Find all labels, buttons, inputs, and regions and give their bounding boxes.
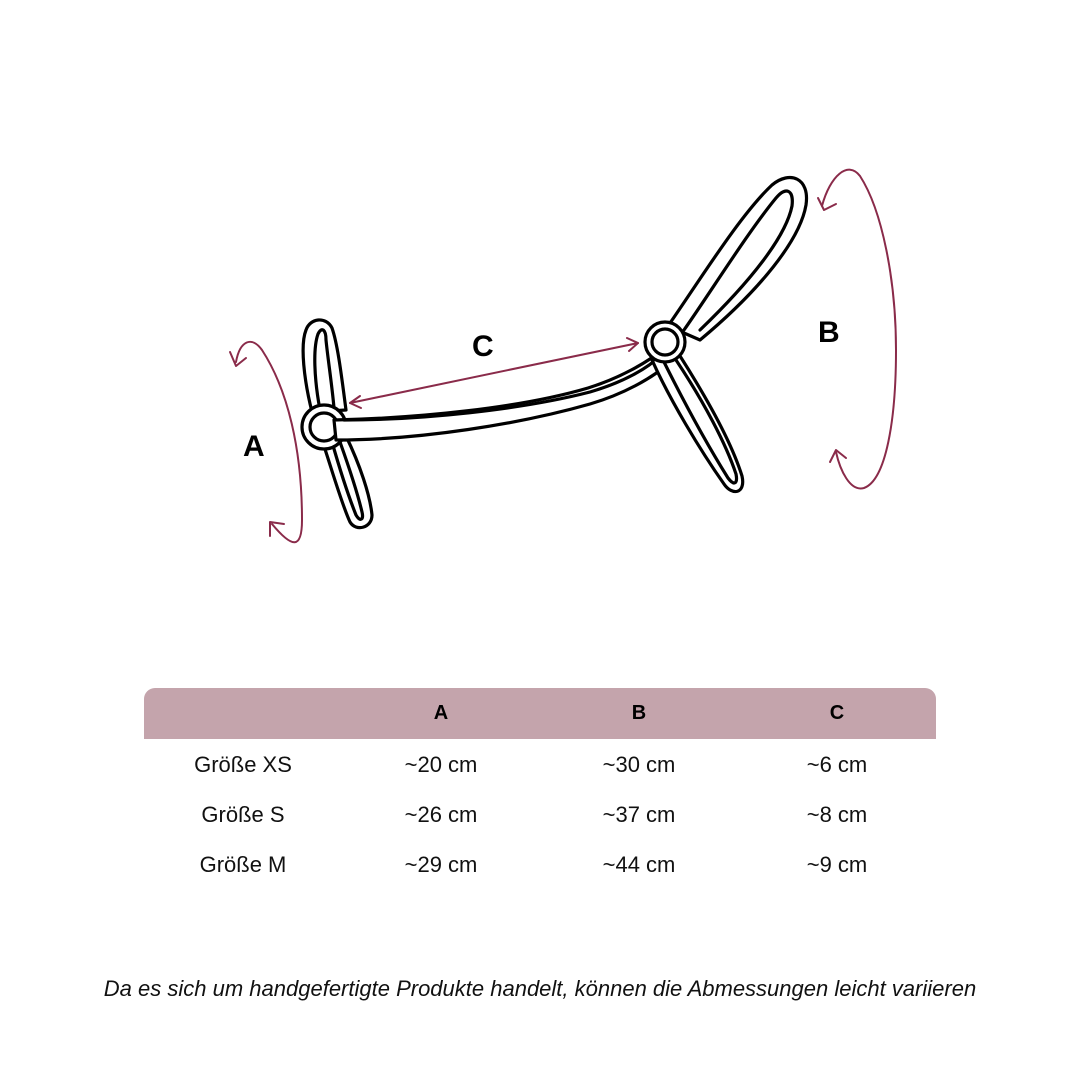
header-cell-a: A <box>433 702 449 724</box>
value-c: ~8 cm <box>806 802 868 827</box>
size-name: Größe S <box>201 802 285 827</box>
header-cell-c: C <box>829 702 845 724</box>
value-a: ~26 cm <box>404 802 478 827</box>
value-c: ~9 cm <box>806 852 868 877</box>
value-b: ~37 cm <box>602 802 676 827</box>
table-row <box>144 740 936 790</box>
value-a: ~29 cm <box>404 852 478 877</box>
size-table <box>144 688 936 890</box>
size-name: Größe M <box>199 852 287 877</box>
value-a: ~20 cm <box>404 752 478 777</box>
value-b: ~30 cm <box>602 752 676 777</box>
dimension-label-a: A <box>243 430 265 463</box>
table-row <box>144 790 936 840</box>
dimension-label-b: B <box>818 316 840 349</box>
value-b: ~44 cm <box>602 852 676 877</box>
dimension-label-c: C <box>472 330 494 363</box>
table-row <box>144 840 936 890</box>
dimension-arrow-a <box>230 342 302 542</box>
header-cell-b: B <box>631 702 647 724</box>
size-name: Größe XS <box>194 752 292 777</box>
right-loop <box>645 178 807 492</box>
footnote: Da es sich um handgefertigte Produkte handelt, können die Abmessungen leicht variieren <box>103 976 977 1001</box>
table-header <box>144 688 936 739</box>
value-c: ~6 cm <box>806 752 868 777</box>
